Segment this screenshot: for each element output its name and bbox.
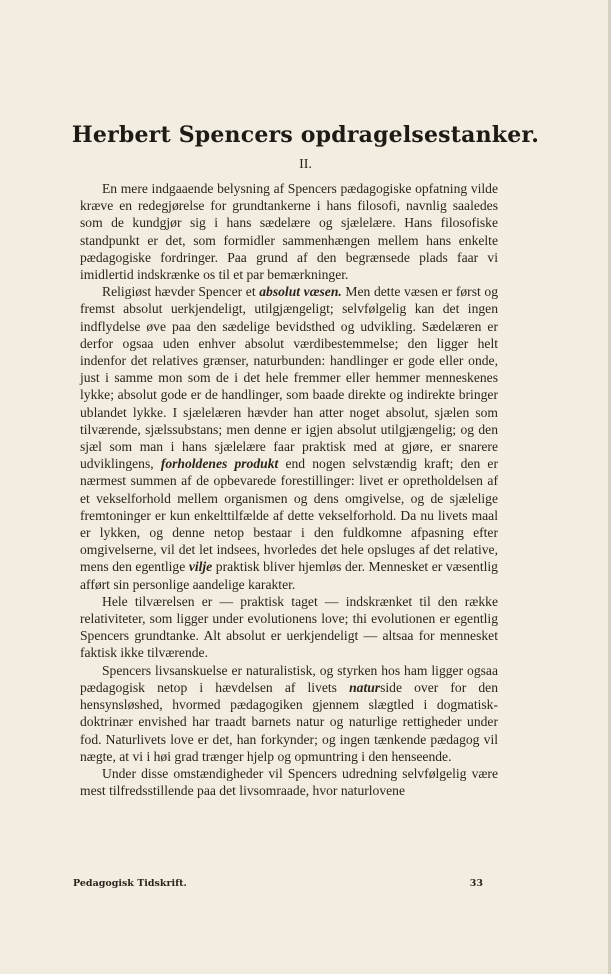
emphasis-absolut-vaesen: absolut væsen. <box>259 284 342 300</box>
emphasis-natur: natur <box>349 679 381 695</box>
paragraph-text: Religiøst hævder Spencer et <box>102 284 260 300</box>
paragraph-text: end nogen selvstændig kraft; den er nærmest summen af de opbevarede forestillinger: livet er opretholdelsen af et vekselforhold mellem organismen og dens omgivelse, og de sjælelige fremtoninger er kun enkelttilfælde af dette vekselforhold. Da nu livets maal er lykken, og denne netop bestaar i den fuldkomne afpasning efter omgivelserne, vil det let indsees, hvorledes det hele opsluges af det relative, mens den egentlige <box>80 456 498 575</box>
paragraph-text: praktisk bliver hjemløs der. Mennesket er væsentlig afført sin personlige aandelige karakter. <box>80 559 498 592</box>
paragraph-text: Men dette væsen er først og fremst absolut uerkjendeligt, utilgjængeligt; selvfølgelig kan det ingen indflydelse øve paa den sædelige bevidsthed og udvikling. Sædelæren er derfor ogsaa uden enhver absolut værdibestemmelse; den ligger helt indenfor det relatives grænser, naturbunden: handlinger er gode eller onde, just i samme mon som de i det hele fremmer eller hemmer menneskenes lykke; absolut gode er de handlinger, som baade direkte og indirekte bringer ublandet lykke. I sjælelæren hævder han atter noget absolut, sjælen som tilværende, sjælssubstans; men denne er igjen absolut utilgjængelig; og den sjæl som man i hans sjælelære faar praktisk med at gjøre, er snarere udviklingens, <box>80 284 498 472</box>
journal-name: Pedagogisk Tidskrift. <box>73 878 187 889</box>
paragraph-text: En mere indgaaende belysning af Spencers pædagogiske opfatning vilde kræve en redegjørelse for grundtankerne i hans filosofi, navnlig saaledes som de kundgjør sig i hans sædelære og sjælelære. Hans filosofiske standpunkt er det, som formidler sammenhængen mellem hans enkelte pædagogiske fordringer. Paa grund af den begrænsede plads faar vi imidlertid indskrænke os til et par bemærkninger. <box>80 181 498 283</box>
emphasis-forholdenes-produkt: forholdenes produkt <box>160 456 279 472</box>
paragraph-1 <box>80 180 498 283</box>
paragraph-3 <box>80 593 498 662</box>
page-number: 33 <box>469 878 483 889</box>
paragraph-2 <box>80 283 498 593</box>
paragraph-5 <box>80 765 498 799</box>
section-number: II. <box>299 157 312 172</box>
paragraph-text: Hele tilværelsen er — praktisk taget — indskrænket til den række relativiteter, som ligger under evolutionens love; thi evolutionen er egentlig Spencers grundtanke. Alt absolut er uerkjendeligt — altsaa for mennesket faktisk ikke tilværende. <box>80 593 498 661</box>
emphasis-vilje: vilje <box>188 559 213 575</box>
paragraph-text: Under disse omstændigheder vil Spencers udredning selvfølgelig være mest tilfredsstillende paa det livsomraade, hvor naturlovene <box>80 765 498 799</box>
article-body <box>80 180 498 799</box>
paragraph-text: Spencers livsanskuelse er naturalistisk, og styrken hos ham ligger ogsaa pædagogisk netop i hævdelsen af livets <box>80 662 498 695</box>
article-title: Herbert Spencers opdragelsestanker. <box>71 122 540 148</box>
paragraph-text: side over for den hensynsløshed, hvormed pædagogiken gjennem slægtled i dogmatisk-doktrinær envished har traadt barnets natur og naturlige rettigheder under fod. Naturlivets love er det, han forkynder; og ingen tænkende pædagog vil nægte, at vi i høi grad trænger hjelp og opmuntring i den henseende. <box>80 679 498 764</box>
paragraph-4 <box>80 662 498 765</box>
